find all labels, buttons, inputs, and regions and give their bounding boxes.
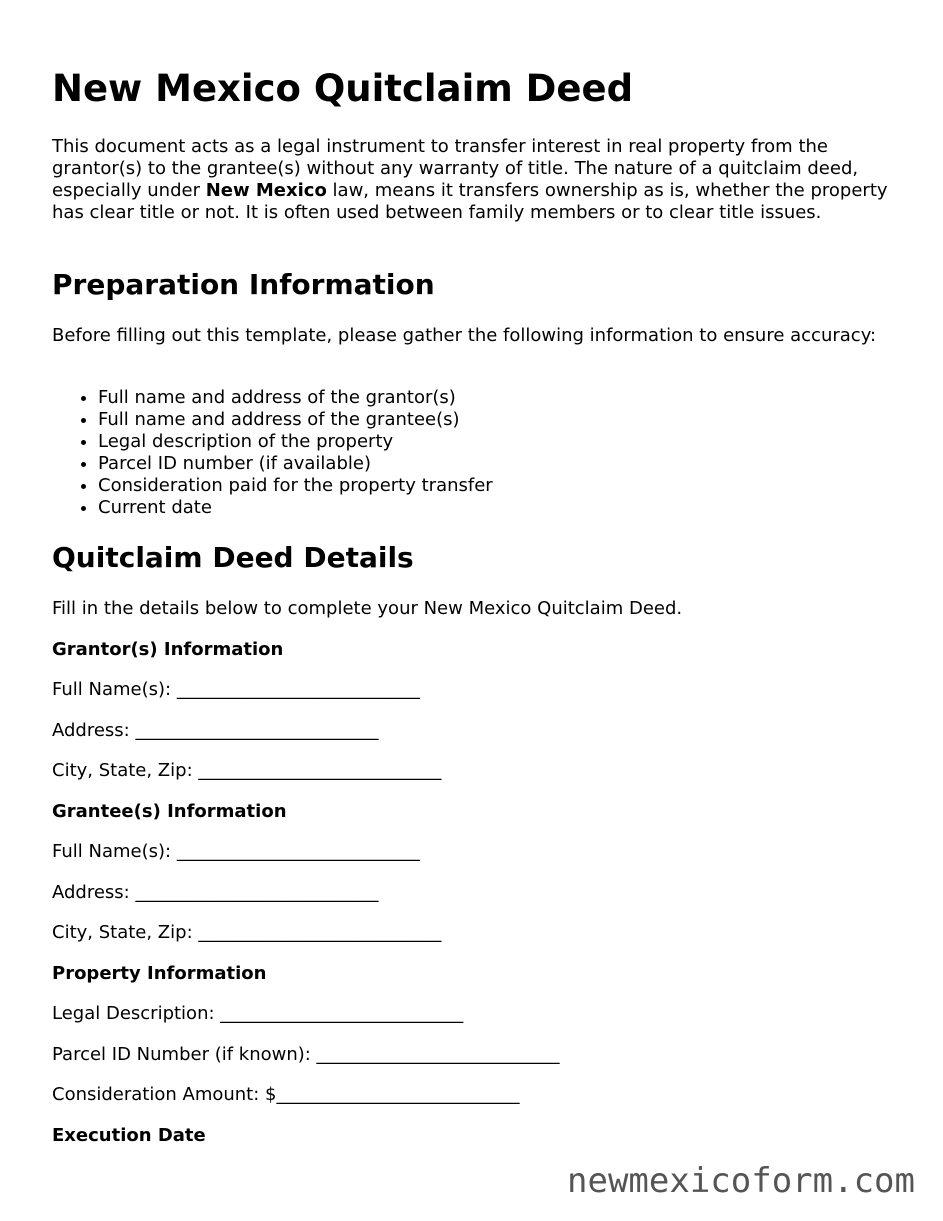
execution-date-heading: Execution Date xyxy=(52,1125,206,1146)
legal-description-field[interactable]: Legal Description: ___________________________ xyxy=(52,1003,464,1024)
list-item: • Current date xyxy=(98,497,493,519)
grantee-address-field[interactable]: Address: ___________________________ xyxy=(52,882,379,903)
details-heading: Quitclaim Deed Details xyxy=(52,541,414,574)
list-item: • Full name and address of the grantee(s) xyxy=(98,409,493,431)
grantor-heading: Grantor(s) Information xyxy=(52,639,284,660)
intro-text-after: law, means it transfers ownership as is, whether the property has clear title or not. It is often used between family members or to clear title issues. xyxy=(52,180,888,223)
grantee-heading: Grantee(s) Information xyxy=(52,801,287,822)
grantor-city-state-zip-field[interactable]: City, State, Zip: ___________________________ xyxy=(52,760,442,781)
list-item: • Parcel ID number (if available) xyxy=(98,453,493,475)
grantor-full-name-field[interactable]: Full Name(s): ___________________________ xyxy=(52,679,420,700)
list-item: • Full name and address of the grantor(s) xyxy=(98,387,493,409)
preparation-list xyxy=(52,387,493,519)
list-item: • Legal description of the property xyxy=(98,431,493,453)
intro-text-before: This document acts as a legal instrument to transfer interest in real property from the grantor(s) to the grantee(s) without any warranty of title. The nature of a quitclaim deed, especially under xyxy=(52,136,859,201)
consideration-amount-field[interactable]: Consideration Amount: $___________________________ xyxy=(52,1084,520,1105)
preparation-intro: Before filling out this template, please gather the following information to ensure accuracy: xyxy=(52,325,877,346)
intro-paragraph xyxy=(52,136,892,224)
preparation-heading: Preparation Information xyxy=(52,268,435,301)
site-watermark: newmexicoform.com xyxy=(567,1161,915,1201)
details-intro: Fill in the details below to complete your New Mexico Quitclaim Deed. xyxy=(52,598,683,619)
property-heading: Property Information xyxy=(52,963,267,984)
grantee-full-name-field[interactable]: Full Name(s): ___________________________ xyxy=(52,841,420,862)
list-item: • Consideration paid for the property transfer xyxy=(98,475,493,497)
grantee-city-state-zip-field[interactable]: City, State, Zip: ___________________________ xyxy=(52,922,442,943)
grantor-address-field[interactable]: Address: ___________________________ xyxy=(52,720,379,741)
intro-text-bold: New Mexico xyxy=(205,180,327,201)
page-title: New Mexico Quitclaim Deed xyxy=(52,67,634,110)
parcel-id-field[interactable]: Parcel ID Number (if known): ___________________________ xyxy=(52,1044,560,1065)
